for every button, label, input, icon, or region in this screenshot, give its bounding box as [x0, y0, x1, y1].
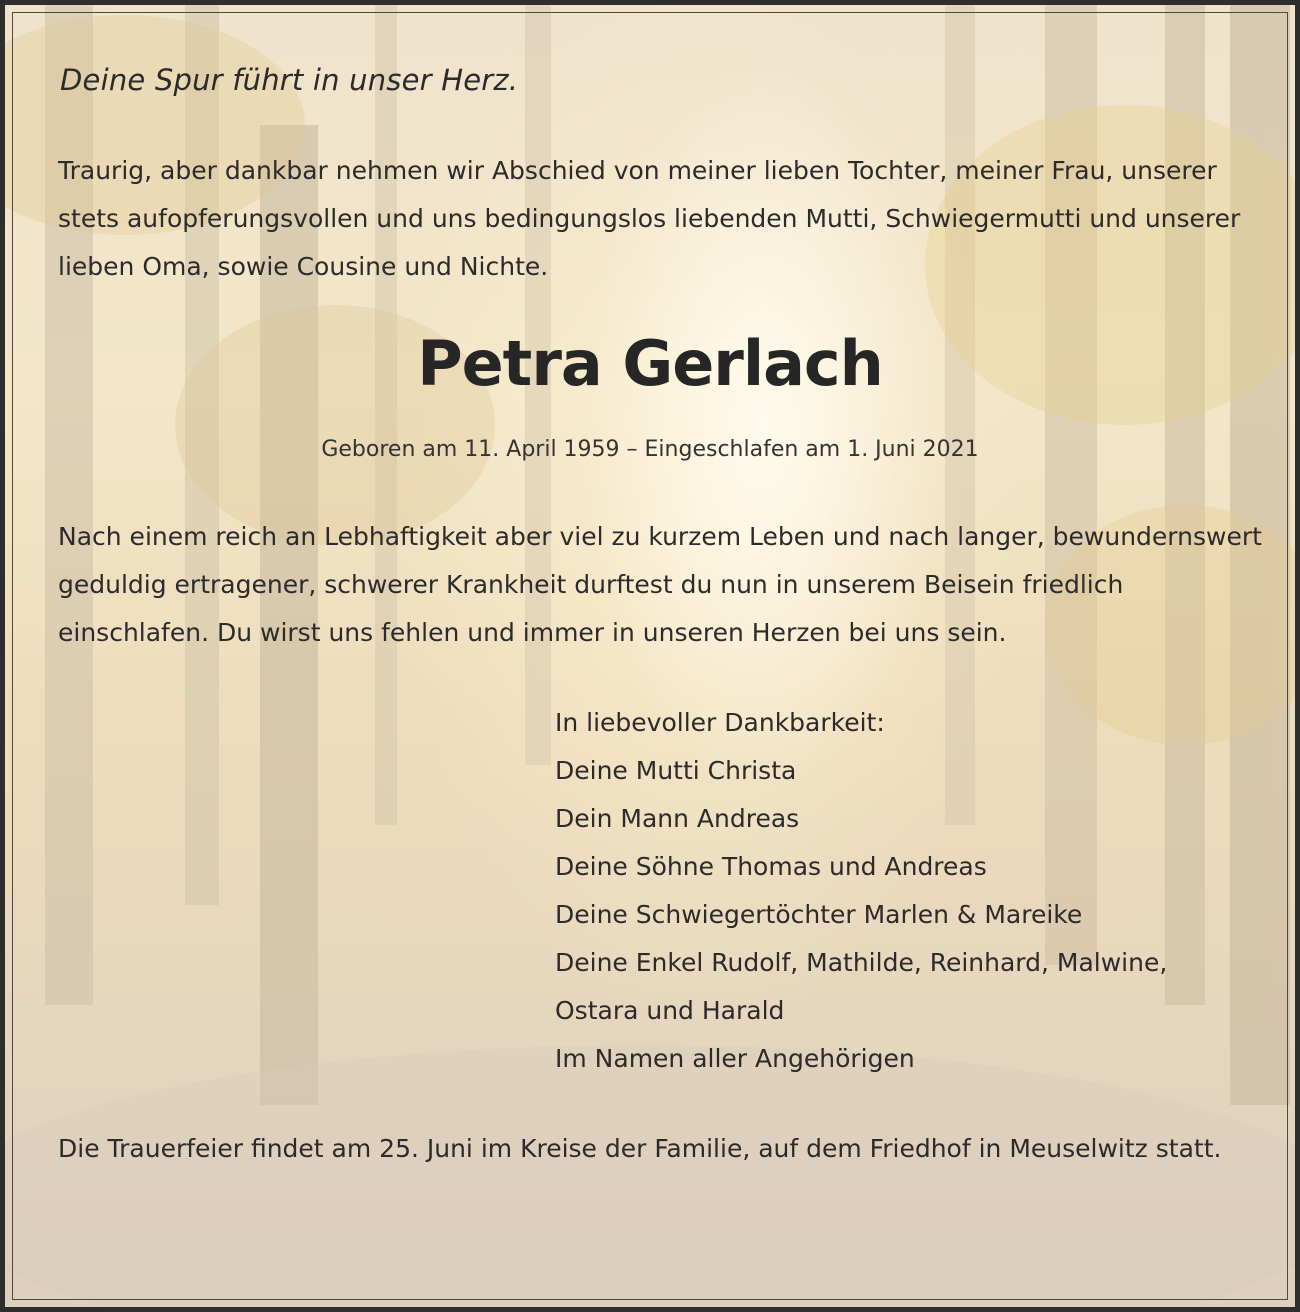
intro-paragraph: Traurig, aber dankbar nehmen wir Abschied von meiner lieben Tochter, meiner Frau, unserer stets aufopferungsvollen und uns bedingungslos liebenden Mutti, Schwiegermutti und unserer lieben Oma, sowie Cousine und Nichte. — [58, 156, 1241, 281]
signer-line: Deine Mutti Christa — [555, 756, 797, 785]
motto: Deine Spur führt in unser Herz. — [60, 63, 519, 97]
deceased-name: Petra Gerlach — [417, 327, 883, 400]
signer-line: In liebevoller Dankbarkeit: — [555, 708, 885, 737]
signer-line: Ostara und Harald — [555, 996, 785, 1025]
signer-line: Deine Schwiegertöchter Marlen & Mareike — [555, 900, 1083, 929]
body-paragraph: Nach einem reich an Lebhaftigkeit aber viel zu kurzem Leben und nach langer, bewundernswert geduldig ertragener, schwerer Krankheit durftest du nun in unserem Beisein friedlich einschlafen. Du wirst uns fehlen und immer in unseren Herzen bei uns sein. — [58, 522, 1262, 647]
signer-line: Dein Mann Andreas — [555, 804, 800, 833]
signer-line: Deine Enkel Rudolf, Mathilde, Reinhard, Malwine, — [555, 948, 1168, 977]
signers-block — [555, 699, 1255, 1083]
signer-line: Im Namen aller Angehörigen — [555, 1044, 915, 1073]
life-dates: Geboren am 11. April 1959 – Eingeschlafen am 1. Juni 2021 — [321, 437, 979, 462]
signer-line: Deine Söhne Thomas und Andreas — [555, 852, 987, 881]
funeral-notice: Die Trauerfeier findet am 25. Juni im Kreise der Familie, auf dem Friedhof in Meuselwitz statt. — [58, 1134, 1222, 1163]
